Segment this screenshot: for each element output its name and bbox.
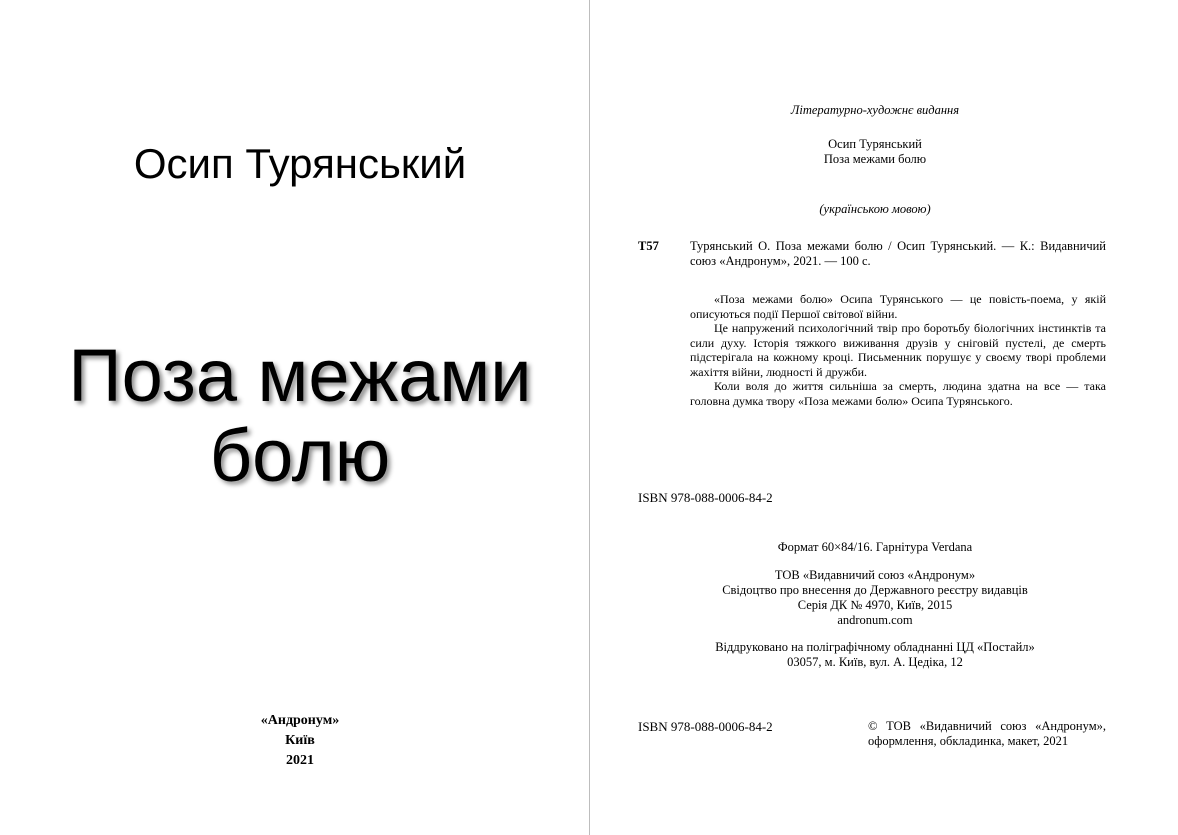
language-note: (українською мовою)	[819, 202, 931, 216]
publisher-info-line: Свідоцтво про внесення до Державного реєстру видавців	[722, 583, 1028, 597]
print-info-line: 03057, м. Київ, вул. А. Цедіка, 12	[787, 655, 963, 669]
annotation-paragraph: Коли воля до життя сильніша за смерть, людина здатна на все — така головна думка твору «Поза межами болю» Осипа Турянського.	[690, 379, 1106, 408]
publisher-info-line: ТОВ «Видавничий союз «Андронум»	[774, 568, 976, 582]
publisher-info	[590, 568, 1160, 628]
cover-title-line: болю	[209, 414, 391, 497]
bib-record: Турянський О. Поза межами болю / Осип Турянський. — К.: Видавничий союз «Андронум», 2021. — 100 с.	[690, 239, 1106, 268]
bib-index: Т57	[638, 239, 659, 253]
edition-type: Літературно-художнє видання	[790, 103, 960, 117]
isbn-bottom: ISBN 978-088-0006-84-2	[638, 719, 773, 734]
cover-title-line: Поза межами	[68, 334, 532, 417]
print-info-line: Віддруковано на поліграфічному обладнанні ЦД «Постайл»	[715, 640, 1035, 654]
publisher-info-line: Серія ДК № 4970, Київ, 2015	[797, 598, 953, 612]
cover-author: Осип Турянський	[133, 140, 467, 187]
annotation	[690, 292, 1106, 408]
cover-city: Київ	[285, 733, 315, 748]
print-info	[590, 640, 1160, 670]
copyright: © ТОВ «Видавничий союз «Андронум», оформлення, обкладинка, макет, 2021	[868, 719, 1106, 748]
cover-year: 2021	[286, 753, 314, 768]
annotation-paragraph: Це напружений психологічний твір про боротьбу біологічних інстинктів та сили духу. Історія тяжкого виживання друзів у сніговій пустелі, де смерть підстерігала на кожному кроці. Письменник порушує у своєму творі проблеми жахіття війни, людності й дружби.	[690, 321, 1106, 379]
publisher-website: andronum.com	[837, 613, 913, 627]
isbn: ISBN 978-088-0006-84-2	[638, 490, 773, 505]
cover-publisher: «Андронум»	[260, 713, 340, 728]
cover-title	[0, 336, 600, 496]
cover-imprint	[0, 711, 600, 771]
format-line: Формат 60×84/16. Гарнітура Verdana	[777, 540, 973, 554]
imprint-page-right	[590, 0, 1178, 835]
imprint-author: Осип Турянський	[828, 137, 922, 151]
annotation-paragraph: «Поза межами болю» Осипа Турянського — це повість-поема, у якій описуються події Першої світової війни.	[690, 292, 1106, 321]
imprint-title: Поза межами болю	[823, 152, 927, 166]
